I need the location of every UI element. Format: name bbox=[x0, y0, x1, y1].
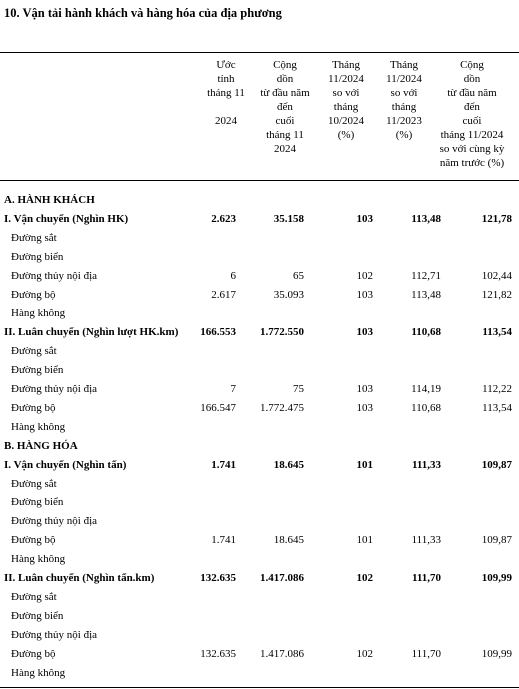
column-header-line: dồn bbox=[463, 73, 481, 85]
row-label: Hàng không bbox=[11, 666, 66, 679]
table-cell: 65 bbox=[293, 269, 304, 282]
row-label: I. Vận chuyển (Nghìn HK) bbox=[4, 212, 129, 225]
table-cell: 1.741 bbox=[211, 458, 236, 471]
table-cell: 7 bbox=[230, 383, 236, 395]
table-row bbox=[0, 648, 519, 666]
column-header-line: so với bbox=[390, 87, 418, 99]
table-row bbox=[0, 572, 519, 590]
column-header-line: (%) bbox=[395, 129, 413, 141]
table-cell: 113,54 bbox=[482, 401, 512, 414]
column-header-line: Tháng bbox=[331, 59, 361, 71]
column-header-line: cuối bbox=[462, 115, 482, 127]
column-header-line: năm trước (%) bbox=[439, 157, 505, 169]
column-header-line: dồn bbox=[276, 73, 294, 85]
table-cell: 1.417.086 bbox=[260, 647, 304, 660]
table-cell: 110,68 bbox=[411, 326, 441, 339]
row-label: A. HÀNH KHÁCH bbox=[4, 194, 95, 206]
table-row bbox=[0, 440, 519, 458]
table-row bbox=[0, 610, 519, 628]
table-cell: 109,87 bbox=[481, 534, 512, 547]
row-label: I. Vận chuyển (Nghìn tấn) bbox=[4, 458, 127, 471]
column-header-line: 11/2024 bbox=[328, 73, 364, 85]
table-row bbox=[0, 270, 519, 288]
table-cell: 102 bbox=[356, 572, 373, 584]
table-cell: 112,22 bbox=[482, 383, 512, 395]
row-label: Hàng không bbox=[11, 307, 66, 320]
table-cell: 113,48 bbox=[411, 288, 441, 301]
table-cell: 101 bbox=[356, 534, 373, 547]
table-cell: 166.553 bbox=[200, 326, 236, 339]
column-header-line: đến bbox=[277, 101, 293, 113]
table-cell: 102 bbox=[356, 269, 373, 282]
row-label: Hàng không bbox=[11, 553, 66, 566]
row-label: Đường thủy nội địa bbox=[11, 383, 98, 395]
row-label: Đường bộ bbox=[11, 647, 56, 660]
table-cell: 102,44 bbox=[481, 269, 512, 282]
column-header-line: Ước bbox=[216, 59, 236, 71]
table-cell: 113,54 bbox=[482, 326, 512, 339]
table-row bbox=[0, 459, 519, 477]
table-cell: 166.547 bbox=[200, 401, 236, 414]
table-row bbox=[0, 289, 519, 307]
table-cell: 121,82 bbox=[481, 288, 512, 301]
table-cell: 111,70 bbox=[411, 572, 441, 584]
table-cell: 113,48 bbox=[411, 212, 441, 225]
table-cell: 109,99 bbox=[481, 647, 512, 660]
row-label: II. Luân chuyển (Nghìn lượt HK.km) bbox=[4, 326, 179, 339]
table-row bbox=[0, 421, 519, 439]
table-cell: 111,33 bbox=[411, 458, 441, 471]
column-header-line: tháng 11/2024 bbox=[440, 129, 504, 141]
row-label: Đường sắt bbox=[11, 345, 57, 358]
table-cell: 18.645 bbox=[273, 458, 304, 471]
table-row bbox=[0, 402, 519, 420]
table-cell: 2.623 bbox=[211, 212, 236, 225]
table-cell: 1.417.086 bbox=[260, 572, 304, 584]
column-header-line: tính bbox=[217, 73, 235, 85]
table-cell: 103 bbox=[356, 326, 373, 339]
header-bottom-rule bbox=[0, 180, 519, 181]
column-header-line: tháng 11 bbox=[207, 87, 245, 99]
table-cell: 18.645 bbox=[273, 534, 304, 547]
column-header-5 bbox=[424, 58, 519, 170]
row-label: Đường bộ bbox=[11, 288, 56, 301]
table-cell: 103 bbox=[356, 288, 373, 301]
column-header-line: Tháng bbox=[389, 59, 419, 71]
table-cell: 103 bbox=[356, 401, 373, 414]
column-header-line: Cộng bbox=[273, 59, 297, 71]
row-label: Đường sắt bbox=[11, 477, 57, 490]
column-header-line bbox=[196, 100, 256, 114]
table-cell: 132.635 bbox=[200, 572, 236, 584]
column-header-line: (%) bbox=[337, 129, 355, 141]
table-cell: 35.093 bbox=[273, 288, 304, 301]
table-row bbox=[0, 553, 519, 571]
row-label: B. HÀNG HÓA bbox=[4, 439, 78, 452]
table-row bbox=[0, 326, 519, 344]
table-cell: 109,87 bbox=[481, 458, 512, 471]
table-row bbox=[0, 629, 519, 647]
table-row bbox=[0, 345, 519, 363]
table-cell: 6 bbox=[230, 269, 236, 282]
table-row bbox=[0, 232, 519, 250]
table-cell: 2.617 bbox=[211, 288, 236, 301]
table-cell: 102 bbox=[356, 647, 373, 660]
row-label: Đường sắt bbox=[11, 231, 57, 244]
column-header-line: đến bbox=[464, 101, 480, 113]
table-cell: 114,19 bbox=[411, 383, 441, 395]
row-label: Đường thủy nội địa bbox=[11, 628, 98, 641]
row-label: Đường biển bbox=[11, 609, 64, 622]
table-row bbox=[0, 251, 519, 269]
table-bottom-rule bbox=[0, 687, 519, 688]
column-header-line: tháng 11 bbox=[266, 129, 304, 141]
table-row bbox=[0, 591, 519, 609]
column-header-2 bbox=[249, 58, 321, 156]
row-label: Hàng không bbox=[11, 420, 66, 433]
table-cell: 1.772.475 bbox=[260, 401, 304, 414]
table-cell: 101 bbox=[356, 458, 373, 471]
row-label: Đường thủy nội địa bbox=[11, 269, 98, 282]
row-label: Đường bộ bbox=[11, 401, 56, 414]
table-row bbox=[0, 534, 519, 552]
column-header-line: tháng bbox=[391, 101, 417, 113]
row-label: Đường biển bbox=[11, 250, 64, 263]
column-header-line: từ đầu năm bbox=[447, 87, 497, 99]
column-header-line: 2024 bbox=[274, 143, 296, 155]
table-row bbox=[0, 515, 519, 533]
row-label: Đường biển bbox=[11, 496, 64, 509]
column-header-line: từ đầu năm bbox=[260, 87, 310, 99]
column-header-line: so với bbox=[332, 87, 360, 99]
column-header-line: Cộng bbox=[460, 59, 484, 71]
table-cell: 103 bbox=[356, 212, 373, 225]
table-cell: 121,78 bbox=[481, 212, 512, 225]
table-row bbox=[0, 194, 519, 212]
table-row bbox=[0, 307, 519, 325]
column-header-line: tháng bbox=[333, 101, 359, 113]
table-row bbox=[0, 383, 519, 401]
table-cell: 109,99 bbox=[481, 572, 512, 584]
row-label: Đường sắt bbox=[11, 590, 57, 603]
row-label: Đường biển bbox=[11, 364, 64, 377]
column-header-3 bbox=[316, 58, 376, 142]
column-header-1 bbox=[196, 58, 256, 128]
table-row bbox=[0, 364, 519, 382]
column-header-line: 2024 bbox=[215, 115, 237, 127]
table-row bbox=[0, 496, 519, 514]
table-row bbox=[0, 478, 519, 496]
table-cell: 132.635 bbox=[200, 647, 236, 660]
page-title: 10. Vận tải hành khách và hàng hóa của địa phương bbox=[4, 6, 282, 20]
row-label: II. Luân chuyển (Nghìn tấn.km) bbox=[4, 572, 155, 584]
column-header-line: cuối bbox=[275, 115, 295, 127]
table-cell: 1.772.550 bbox=[260, 326, 304, 339]
table-cell: 111,33 bbox=[411, 534, 441, 547]
column-header-line: 10/2024 bbox=[327, 115, 365, 127]
row-label: Đường bộ bbox=[11, 534, 56, 547]
table-cell: 111,70 bbox=[411, 647, 441, 660]
table-cell: 35.158 bbox=[273, 212, 304, 225]
table-cell: 1.741 bbox=[211, 534, 236, 547]
table-top-rule bbox=[0, 52, 519, 53]
column-header-line: 11/2024 bbox=[386, 73, 422, 85]
table-row bbox=[0, 213, 519, 231]
table-cell: 112,71 bbox=[411, 269, 441, 282]
table-row bbox=[0, 667, 519, 685]
table-cell: 103 bbox=[356, 383, 373, 395]
row-label: Đường thủy nội địa bbox=[11, 515, 98, 528]
column-header-line: 11/2023 bbox=[386, 115, 422, 127]
column-header-line: so với cùng kỳ bbox=[439, 143, 505, 155]
table-cell: 110,68 bbox=[411, 401, 441, 414]
table-cell: 75 bbox=[293, 383, 304, 395]
